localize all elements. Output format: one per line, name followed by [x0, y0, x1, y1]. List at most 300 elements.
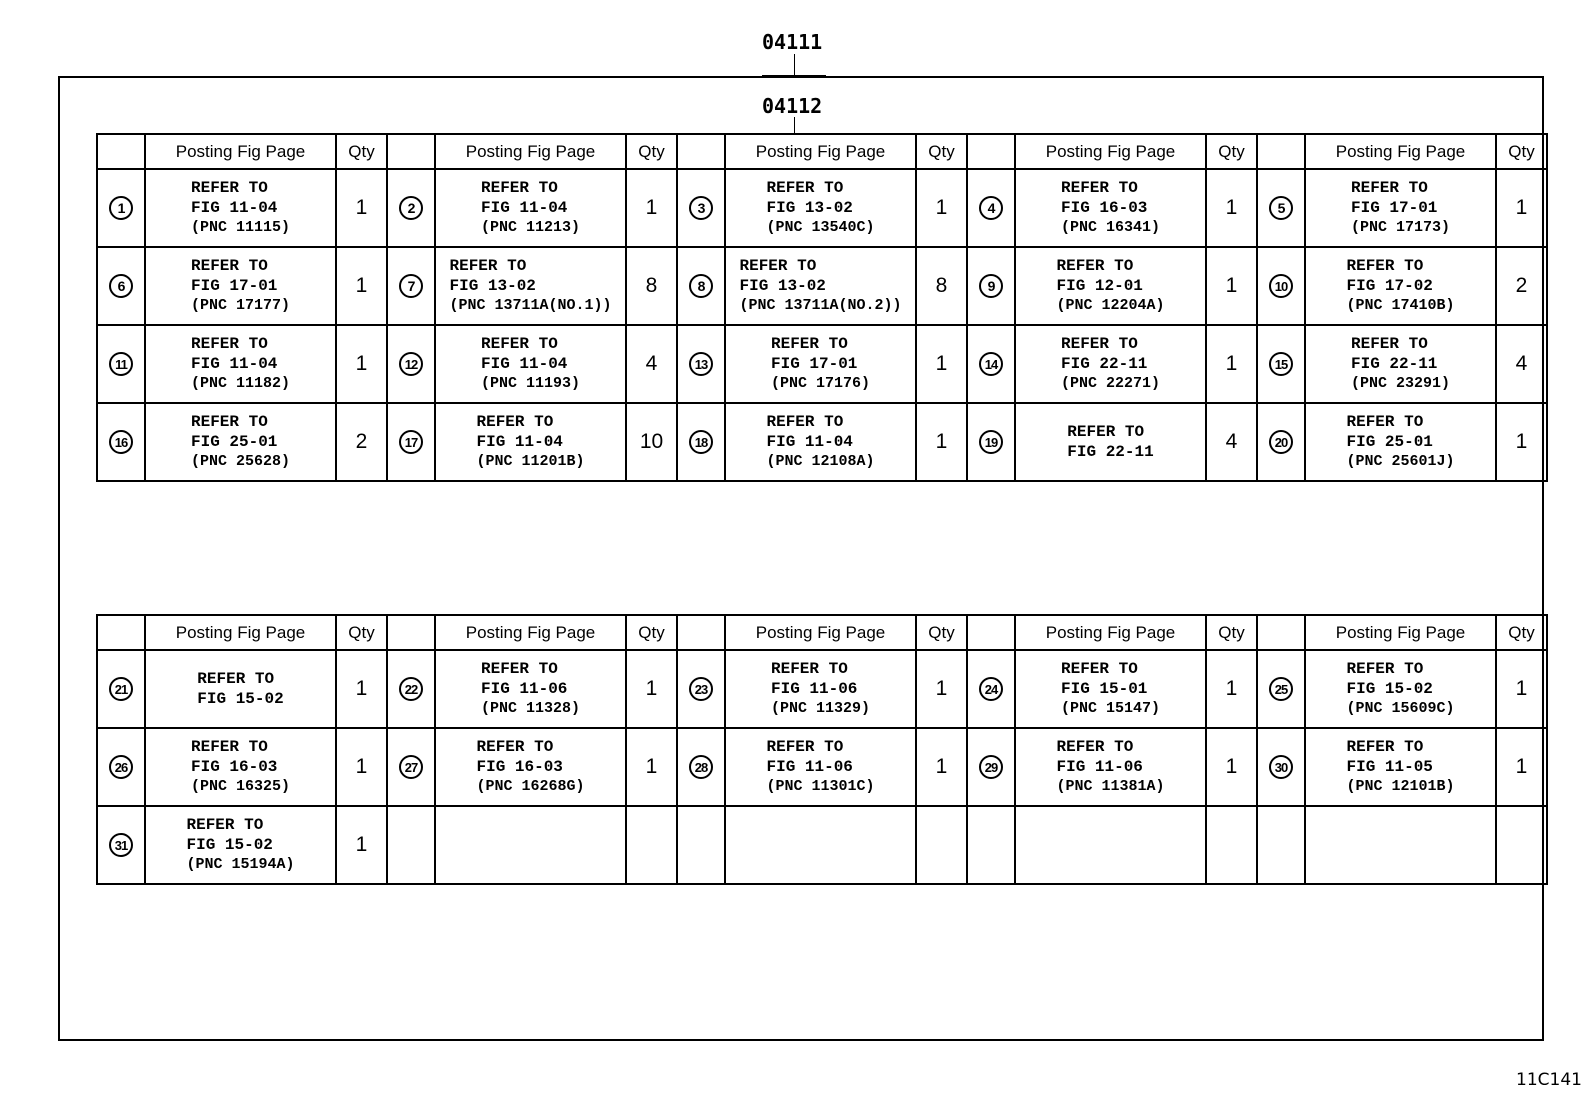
- qty-cell: 1: [916, 728, 967, 806]
- header-posting-fig-page: Posting Fig Page: [725, 134, 916, 169]
- posting-fig-cell: [725, 403, 916, 481]
- fig-number: FIG 13-02: [739, 277, 826, 295]
- pnc-number: (PNC 17177): [190, 297, 291, 314]
- posting-fig-cell: [145, 650, 336, 728]
- pnc-number: (PNC 15609C): [1346, 700, 1455, 717]
- posting-reference: [476, 737, 584, 797]
- part-number-cell: [677, 403, 725, 481]
- pnc-number: (PNC 11329): [770, 700, 871, 717]
- header-number-cell: [967, 615, 1015, 650]
- part-number-cell: [387, 247, 435, 325]
- part-number-cell: [97, 806, 145, 884]
- table-row: [97, 247, 1547, 325]
- refer-to-label: REFER TO: [480, 660, 558, 678]
- assembly-code-top: 04111: [762, 30, 823, 54]
- posting-reference: [191, 178, 290, 238]
- header-qty: Qty: [626, 615, 677, 650]
- circled-item-number: 28: [689, 755, 713, 779]
- circled-item-number: 25: [1269, 677, 1293, 701]
- posting-reference: [197, 669, 283, 709]
- posting-reference: [1061, 178, 1160, 238]
- header-number-cell: [677, 615, 725, 650]
- posting-fig-cell: [145, 325, 336, 403]
- part-number-cell: [677, 728, 725, 806]
- circled-item-number: 1: [109, 196, 133, 220]
- circled-item-number: 13: [689, 352, 713, 376]
- qty-cell: 1: [336, 247, 387, 325]
- refer-to-label: REFER TO: [1060, 335, 1138, 353]
- pnc-number: (PNC 13540C): [766, 219, 875, 236]
- table-row: [97, 806, 1547, 884]
- posting-fig-cell: [435, 325, 626, 403]
- qty-cell: 1: [336, 325, 387, 403]
- circled-item-number: 31: [109, 833, 133, 857]
- posting-reference: [766, 412, 874, 472]
- pnc-number: (PNC 12204A): [1056, 297, 1165, 314]
- fig-number: FIG 11-06: [766, 758, 853, 776]
- part-number-cell: [387, 806, 435, 884]
- refer-to-label: REFER TO: [770, 660, 848, 678]
- part-number-cell: [387, 325, 435, 403]
- pnc-number: (PNC 16341): [1060, 219, 1161, 236]
- refer-to-label: REFER TO: [766, 179, 844, 197]
- qty-cell: 1: [336, 728, 387, 806]
- part-number-cell: [1257, 403, 1305, 481]
- header-qty: Qty: [1206, 134, 1257, 169]
- fig-number: FIG 17-01: [770, 355, 858, 373]
- refer-to-label: REFER TO: [186, 816, 264, 834]
- parts-table-2: [96, 614, 1548, 885]
- fig-number: FIG 11-04: [190, 355, 278, 373]
- pnc-number: (PNC 11301C): [766, 778, 875, 795]
- fig-number: FIG 16-03: [190, 758, 278, 776]
- qty-cell: 1: [626, 728, 677, 806]
- posting-fig-cell: [435, 728, 626, 806]
- part-number-cell: [97, 728, 145, 806]
- qty-cell: 1: [336, 169, 387, 247]
- pnc-number: (PNC 15194A): [186, 856, 295, 873]
- qty-cell: 4: [1496, 325, 1547, 403]
- posting-reference: [1346, 737, 1454, 797]
- pnc-number: (PNC 11328): [480, 700, 581, 717]
- posting-fig-cell: [435, 169, 626, 247]
- posting-fig-cell: [1305, 806, 1496, 884]
- pnc-number: (PNC 25601J): [1346, 453, 1455, 470]
- qty-cell: 1: [1496, 169, 1547, 247]
- refer-to-label: REFER TO: [1350, 335, 1428, 353]
- part-number-cell: [97, 169, 145, 247]
- refer-to-label: REFER TO: [766, 738, 844, 756]
- pnc-number: (PNC 16325): [190, 778, 291, 795]
- refer-to-label: REFER TO: [739, 257, 817, 275]
- drawing-number: 11C141: [1516, 1070, 1582, 1090]
- posting-reference: [739, 256, 901, 316]
- posting-reference: [191, 256, 290, 316]
- posting-fig-cell: [725, 728, 916, 806]
- posting-reference: [1351, 334, 1450, 394]
- posting-reference: [771, 659, 870, 719]
- posting-fig-cell: [1015, 650, 1206, 728]
- part-number-cell: [677, 169, 725, 247]
- header-number-cell: [97, 615, 145, 650]
- pnc-number: (PNC 17176): [770, 375, 871, 392]
- refer-to-label: REFER TO: [476, 738, 554, 756]
- part-number-cell: [677, 247, 725, 325]
- fig-number: FIG 25-01: [1346, 433, 1433, 451]
- fig-number: FIG 17-02: [1346, 277, 1433, 295]
- qty-cell: 1: [916, 169, 967, 247]
- part-number-cell: [677, 650, 725, 728]
- posting-fig-cell: [1015, 247, 1206, 325]
- header-qty: Qty: [916, 134, 967, 169]
- qty-cell: [916, 806, 967, 884]
- posting-fig-cell: [1015, 325, 1206, 403]
- pnc-number: (PNC 11213): [480, 219, 581, 236]
- refer-to-label: REFER TO: [1346, 413, 1424, 431]
- part-number-cell: [967, 169, 1015, 247]
- posting-fig-cell: [725, 325, 916, 403]
- qty-cell: 2: [1496, 247, 1547, 325]
- qty-cell: 1: [916, 650, 967, 728]
- qty-cell: 1: [1206, 650, 1257, 728]
- header-qty: Qty: [1496, 134, 1547, 169]
- pnc-number: (PNC 12101B): [1346, 778, 1455, 795]
- posting-fig-cell: [145, 403, 336, 481]
- refer-to-label: REFER TO: [190, 257, 268, 275]
- fig-number: FIG 11-06: [770, 680, 858, 698]
- header-number-cell: [387, 134, 435, 169]
- header-posting-fig-page: Posting Fig Page: [725, 615, 916, 650]
- part-number-cell: [677, 806, 725, 884]
- circled-item-number: 27: [399, 755, 423, 779]
- posting-fig-cell: [725, 650, 916, 728]
- posting-fig-cell: [1305, 403, 1496, 481]
- leader-line-top: [794, 54, 795, 76]
- header-posting-fig-page: Posting Fig Page: [435, 134, 626, 169]
- posting-fig-cell: [145, 169, 336, 247]
- circled-item-number: 15: [1269, 352, 1293, 376]
- fig-number: FIG 15-02: [197, 690, 284, 708]
- posting-reference: [481, 334, 580, 394]
- fig-number: FIG 12-01: [1056, 277, 1143, 295]
- circled-item-number: 7: [399, 274, 423, 298]
- header-number-cell: [1257, 134, 1305, 169]
- circled-item-number: 11: [109, 352, 133, 376]
- part-number-cell: [387, 650, 435, 728]
- table-row: [97, 169, 1547, 247]
- refer-to-label: REFER TO: [480, 179, 558, 197]
- part-number-cell: [1257, 325, 1305, 403]
- header-posting-fig-page: Posting Fig Page: [435, 615, 626, 650]
- posting-fig-cell: [1015, 806, 1206, 884]
- qty-cell: 8: [916, 247, 967, 325]
- part-number-cell: [97, 650, 145, 728]
- part-number-cell: [967, 650, 1015, 728]
- refer-to-label: REFER TO: [1346, 660, 1424, 678]
- pnc-number: (PNC 11193): [480, 375, 581, 392]
- circled-item-number: 12: [399, 352, 423, 376]
- circled-item-number: 19: [979, 430, 1003, 454]
- posting-reference: [1056, 256, 1164, 316]
- circled-item-number: 9: [979, 274, 1003, 298]
- fig-number: FIG 11-04: [766, 433, 853, 451]
- header-posting-fig-page: Posting Fig Page: [1015, 134, 1206, 169]
- posting-fig-cell: [435, 650, 626, 728]
- fig-number: FIG 22-11: [1060, 355, 1148, 373]
- pnc-number: (PNC 11381A): [1056, 778, 1165, 795]
- posting-reference: [449, 256, 611, 316]
- circled-item-number: 8: [689, 274, 713, 298]
- fig-number: FIG 16-03: [1060, 199, 1148, 217]
- posting-fig-cell: [1305, 247, 1496, 325]
- circled-item-number: 22: [399, 677, 423, 701]
- qty-cell: 8: [626, 247, 677, 325]
- refer-to-label: REFER TO: [1060, 660, 1138, 678]
- header-number-cell: [97, 134, 145, 169]
- header-number-cell: [387, 615, 435, 650]
- part-number-cell: [967, 806, 1015, 884]
- part-number-cell: [97, 325, 145, 403]
- part-number-cell: [1257, 728, 1305, 806]
- posting-fig-cell: [435, 247, 626, 325]
- pnc-number: (PNC 11115): [190, 219, 291, 236]
- qty-cell: [1496, 806, 1547, 884]
- refer-to-label: REFER TO: [190, 413, 268, 431]
- circled-item-number: 29: [979, 755, 1003, 779]
- table-row: [97, 325, 1547, 403]
- fig-number: FIG 11-04: [480, 199, 568, 217]
- circled-item-number: 23: [689, 677, 713, 701]
- refer-to-label: REFER TO: [1060, 179, 1138, 197]
- pnc-number: (PNC 22271): [1060, 375, 1161, 392]
- header-qty: Qty: [916, 615, 967, 650]
- posting-reference: [481, 659, 580, 719]
- part-number-cell: [97, 247, 145, 325]
- header-number-cell: [1257, 615, 1305, 650]
- leader-line-inner: [794, 117, 795, 133]
- fig-number: FIG 11-04: [480, 355, 568, 373]
- part-number-cell: [677, 325, 725, 403]
- qty-cell: 1: [626, 169, 677, 247]
- qty-cell: 1: [1206, 247, 1257, 325]
- header-posting-fig-page: Posting Fig Page: [145, 134, 336, 169]
- assembly-code-inner: 04112: [762, 94, 823, 118]
- part-number-cell: [1257, 169, 1305, 247]
- part-number-cell: [387, 169, 435, 247]
- circled-item-number: 26: [109, 755, 133, 779]
- circled-item-number: 21: [109, 677, 133, 701]
- circled-item-number: 10: [1269, 274, 1293, 298]
- posting-reference: [1067, 422, 1153, 462]
- qty-cell: [1206, 806, 1257, 884]
- refer-to-label: REFER TO: [1056, 257, 1134, 275]
- refer-to-label: REFER TO: [1346, 257, 1424, 275]
- qty-cell: 1: [916, 403, 967, 481]
- fig-number: FIG 13-02: [449, 277, 536, 295]
- refer-to-label: REFER TO: [1346, 738, 1424, 756]
- posting-fig-cell: [435, 806, 626, 884]
- fig-number: FIG 15-02: [186, 836, 273, 854]
- circled-item-number: 4: [979, 196, 1003, 220]
- refer-to-label: REFER TO: [770, 335, 848, 353]
- table-header-row: [97, 615, 1547, 650]
- posting-reference: [1346, 659, 1454, 719]
- posting-reference: [766, 737, 874, 797]
- header-posting-fig-page: Posting Fig Page: [145, 615, 336, 650]
- posting-fig-cell: [1305, 728, 1496, 806]
- circled-item-number: 20: [1269, 430, 1293, 454]
- qty-cell: 1: [1206, 169, 1257, 247]
- posting-fig-cell: [1015, 403, 1206, 481]
- parts-table-1: [96, 133, 1548, 482]
- table-row: [97, 650, 1547, 728]
- posting-reference: [191, 737, 290, 797]
- part-number-cell: [1257, 806, 1305, 884]
- posting-fig-cell: [1015, 728, 1206, 806]
- header-posting-fig-page: Posting Fig Page: [1305, 134, 1496, 169]
- posting-fig-cell: [725, 169, 916, 247]
- part-number-cell: [1257, 247, 1305, 325]
- posting-fig-cell: [145, 247, 336, 325]
- header-posting-fig-page: Posting Fig Page: [1305, 615, 1496, 650]
- table-header-row: [97, 134, 1547, 169]
- circled-item-number: 24: [979, 677, 1003, 701]
- circled-item-number: 17: [399, 430, 423, 454]
- qty-cell: [626, 806, 677, 884]
- circled-item-number: 30: [1269, 755, 1293, 779]
- refer-to-label: REFER TO: [1056, 738, 1134, 756]
- refer-to-label: REFER TO: [190, 738, 268, 756]
- circled-item-number: 2: [399, 196, 423, 220]
- header-qty: Qty: [626, 134, 677, 169]
- part-number-cell: [97, 403, 145, 481]
- posting-reference: [766, 178, 874, 238]
- posting-fig-cell: [145, 728, 336, 806]
- fig-number: FIG 11-05: [1346, 758, 1433, 776]
- posting-reference: [1056, 737, 1164, 797]
- table-row: [97, 403, 1547, 481]
- header-qty: Qty: [336, 134, 387, 169]
- part-number-cell: [967, 728, 1015, 806]
- posting-reference: [1351, 178, 1450, 238]
- posting-reference: [1346, 256, 1454, 316]
- posting-reference: [1061, 334, 1160, 394]
- header-qty: Qty: [336, 615, 387, 650]
- pnc-number: (PNC 23291): [1350, 375, 1451, 392]
- circled-item-number: 6: [109, 274, 133, 298]
- qty-cell: 1: [626, 650, 677, 728]
- part-number-cell: [387, 728, 435, 806]
- header-qty: Qty: [1206, 615, 1257, 650]
- header-number-cell: [967, 134, 1015, 169]
- qty-cell: 1: [916, 325, 967, 403]
- pnc-number: (PNC 13711A(NO.2)): [739, 297, 902, 314]
- qty-cell: 1: [336, 650, 387, 728]
- posting-fig-cell: [725, 806, 916, 884]
- fig-number: FIG 11-04: [190, 199, 278, 217]
- posting-reference: [476, 412, 584, 472]
- refer-to-label: REFER TO: [1350, 179, 1428, 197]
- circled-item-number: 16: [109, 430, 133, 454]
- refer-to-label: REFER TO: [190, 179, 268, 197]
- fig-number: FIG 15-01: [1060, 680, 1148, 698]
- part-number-cell: [387, 403, 435, 481]
- pnc-number: (PNC 17173): [1350, 219, 1451, 236]
- posting-reference: [481, 178, 580, 238]
- header-posting-fig-page: Posting Fig Page: [1015, 615, 1206, 650]
- fig-number: FIG 17-01: [1350, 199, 1438, 217]
- fig-number: FIG 15-02: [1346, 680, 1433, 698]
- posting-fig-cell: [725, 247, 916, 325]
- qty-cell: 1: [1206, 728, 1257, 806]
- fig-number: FIG 13-02: [766, 199, 853, 217]
- fig-number: FIG 22-11: [1067, 443, 1154, 461]
- refer-to-label: REFER TO: [449, 257, 527, 275]
- pnc-number: (PNC 11182): [190, 375, 291, 392]
- fig-number: FIG 22-11: [1350, 355, 1438, 373]
- refer-to-label: REFER TO: [476, 413, 554, 431]
- posting-fig-cell: [435, 403, 626, 481]
- circled-item-number: 5: [1269, 196, 1293, 220]
- qty-cell: 4: [626, 325, 677, 403]
- part-number-cell: [967, 403, 1015, 481]
- pnc-number: (PNC 25628): [190, 453, 291, 470]
- pnc-number: (PNC 17410B): [1346, 297, 1455, 314]
- qty-cell: 2: [336, 403, 387, 481]
- refer-to-label: REFER TO: [766, 413, 844, 431]
- posting-fig-cell: [145, 806, 336, 884]
- refer-to-label: REFER TO: [480, 335, 558, 353]
- pnc-number: (PNC 12108A): [766, 453, 875, 470]
- part-number-cell: [967, 247, 1015, 325]
- fig-number: FIG 11-06: [1056, 758, 1143, 776]
- fig-number: FIG 16-03: [476, 758, 563, 776]
- pnc-number: (PNC 15147): [1060, 700, 1161, 717]
- pnc-number: (PNC 16268G): [476, 778, 585, 795]
- refer-to-label: REFER TO: [197, 670, 275, 688]
- posting-reference: [1346, 412, 1454, 472]
- circled-item-number: 3: [689, 196, 713, 220]
- refer-to-label: REFER TO: [190, 335, 268, 353]
- part-number-cell: [1257, 650, 1305, 728]
- fig-number: FIG 11-04: [476, 433, 563, 451]
- posting-fig-cell: [1305, 169, 1496, 247]
- refer-to-label: REFER TO: [1067, 423, 1145, 441]
- posting-fig-cell: [1305, 650, 1496, 728]
- posting-reference: [191, 412, 290, 472]
- posting-fig-cell: [1305, 325, 1496, 403]
- qty-cell: 1: [1496, 650, 1547, 728]
- header-number-cell: [677, 134, 725, 169]
- posting-fig-cell: [1015, 169, 1206, 247]
- qty-cell: 1: [1206, 325, 1257, 403]
- posting-reference: [191, 334, 290, 394]
- table-row: [97, 728, 1547, 806]
- qty-cell: 1: [1496, 403, 1547, 481]
- posting-reference: [1061, 659, 1160, 719]
- qty-cell: 10: [626, 403, 677, 481]
- fig-number: FIG 25-01: [190, 433, 278, 451]
- header-qty: Qty: [1496, 615, 1547, 650]
- qty-cell: 1: [336, 806, 387, 884]
- pnc-number: (PNC 13711A(NO.1)): [449, 297, 612, 314]
- fig-number: FIG 11-06: [480, 680, 568, 698]
- qty-cell: 4: [1206, 403, 1257, 481]
- qty-cell: 1: [1496, 728, 1547, 806]
- part-number-cell: [967, 325, 1015, 403]
- posting-reference: [771, 334, 870, 394]
- posting-reference: [186, 815, 294, 875]
